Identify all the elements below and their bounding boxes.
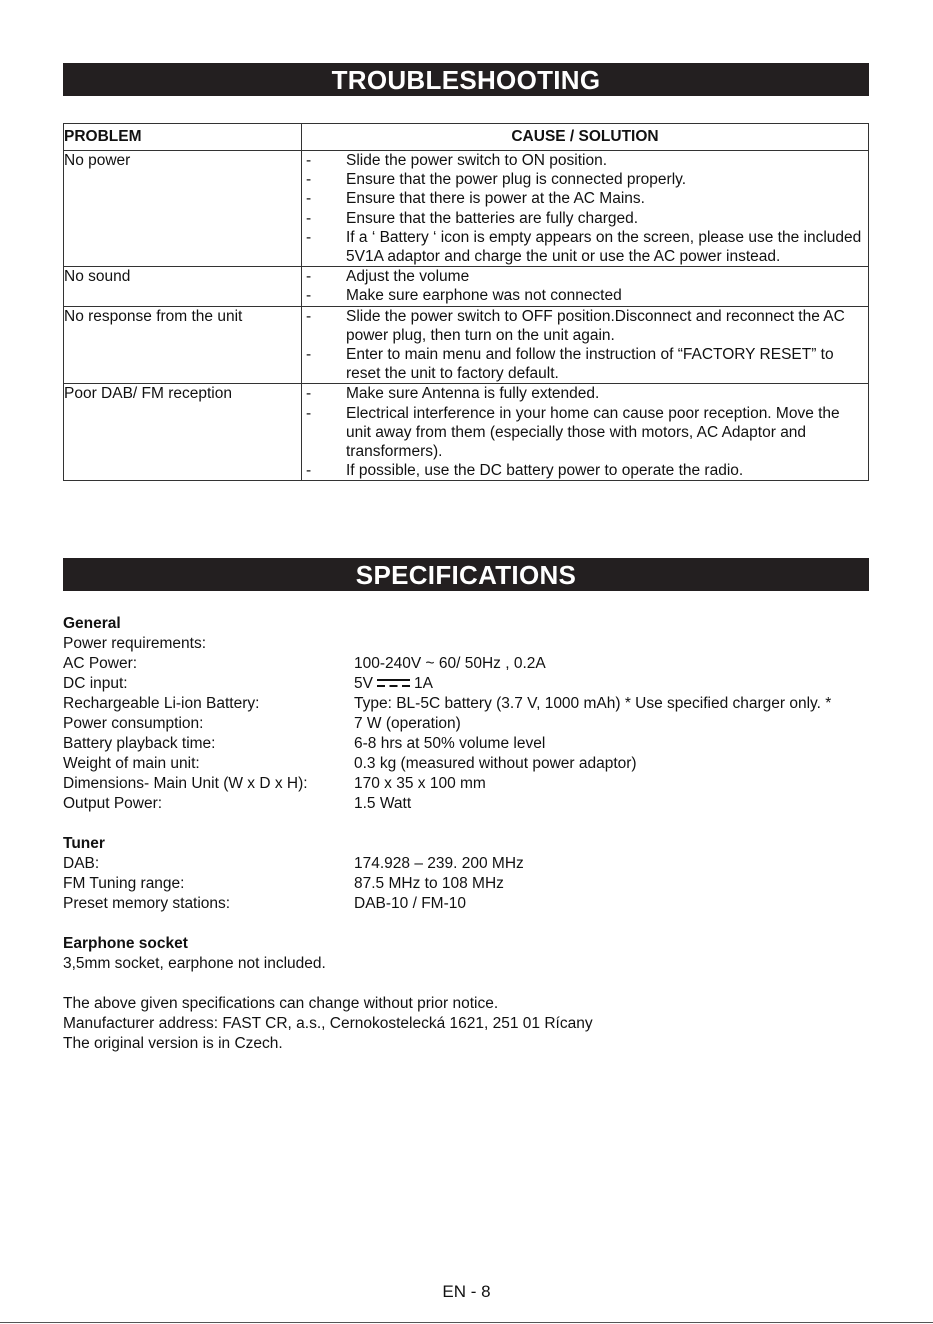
solution-text: Make sure earphone was not connected — [346, 287, 622, 305]
solution-text: Enter to main menu and follow the instruction of “FACTORY RESET” to reset the unit to factory default. — [346, 346, 834, 383]
solution-text: Adjust the volume — [346, 268, 470, 286]
solution-column-header: CAUSE / SOLUTION — [302, 124, 869, 151]
battery-label: Rechargeable Li-ion Battery: — [63, 695, 260, 712]
bottom-divider — [0, 1322, 933, 1323]
solution-list — [302, 151, 868, 266]
note-line: The original version is in Czech. — [63, 1035, 283, 1052]
list-item — [302, 461, 868, 480]
solution-cell — [302, 151, 869, 267]
preset-label: Preset memory stations: — [63, 895, 231, 912]
spec-row-dab — [63, 854, 883, 874]
spec-row-weight — [63, 754, 883, 774]
table-header-row — [64, 124, 869, 151]
solution-text: Ensure that there is power at the AC Mains. — [346, 190, 645, 208]
dash-bullet: - — [306, 404, 312, 422]
playback-value: 6-8 hrs at 50% volume level — [354, 735, 546, 752]
spec-row-fm — [63, 874, 883, 894]
page-number: EN - 8 — [442, 1282, 491, 1301]
playback-label: Battery playback time: — [63, 735, 216, 752]
problem-column-header: PROBLEM — [64, 124, 302, 151]
ac-power-label: AC Power: — [63, 655, 138, 672]
dash-bullet: - — [306, 287, 312, 305]
solution-list — [302, 267, 868, 305]
dash-bullet: - — [306, 228, 312, 246]
output-value: 1.5 Watt — [354, 795, 412, 812]
list-item — [302, 151, 868, 170]
solution-text: Ensure that the batteries are fully charged. — [346, 209, 639, 227]
solution-cell — [302, 384, 869, 481]
table-row — [64, 384, 869, 481]
solution-text: Slide the power switch to OFF position.Disconnect and reconnect the AC power plug, then turn on the unit again. — [346, 307, 845, 344]
preset-value: DAB-10 / FM-10 — [354, 895, 466, 912]
earphone-text: 3,5mm socket, earphone not included. — [63, 955, 326, 972]
list-item — [302, 267, 868, 286]
list-item — [302, 286, 868, 305]
dimensions-value: 170 x 35 x 100 mm — [354, 775, 486, 792]
fm-value: 87.5 MHz to 108 MHz — [354, 875, 504, 892]
dc-input-label: DC input: — [63, 675, 128, 692]
ac-power-value: 100-240V ~ 60/ 50Hz , 0.2A — [354, 655, 546, 672]
list-item — [302, 404, 868, 462]
weight-label: Weight of main unit: — [63, 755, 200, 772]
spec-row-consumption — [63, 714, 883, 734]
problem-cell: No response from the unit — [64, 306, 302, 384]
dash-bullet: - — [306, 268, 312, 286]
spec-row-preset — [63, 894, 883, 914]
solution-text: Make sure Antenna is fully extended. — [346, 385, 600, 403]
note-line: Manufacturer address: FAST CR, a.s., Cernokostelecká 1621, 251 01 Rícany — [63, 1015, 593, 1032]
note-line: The above given specifications can change without prior notice. — [63, 995, 499, 1012]
list-item — [302, 189, 868, 208]
problem-cell: No sound — [64, 267, 302, 306]
dash-bullet: - — [306, 346, 312, 364]
consumption-label: Power consumption: — [63, 715, 204, 732]
problem-cell: No power — [64, 151, 302, 267]
table-row — [64, 306, 869, 384]
dash-bullet: - — [306, 152, 312, 169]
solution-text: If a ‘ Battery ‘ icon is empty appears on the screen, please use the included 5V1A adaptor and charge the unit or use the AC power instead. — [346, 228, 862, 266]
spec-row-dimensions — [63, 774, 883, 794]
solution-text: Electrical interference in your home can cause poor reception. Move the unit away from them (especially those with motors, AC Adaptor and transformers). — [346, 404, 840, 461]
dc-current-symbol-icon — [377, 678, 410, 688]
troubleshooting-table — [63, 123, 869, 481]
solution-text: Slide the power switch to ON position. — [346, 152, 608, 169]
weight-value: 0.3 kg (measured without power adaptor) — [354, 755, 637, 772]
solution-text: If possible, use the DC battery power to operate the radio. — [346, 462, 744, 480]
spec-row-output — [63, 794, 883, 814]
spec-row-battery — [63, 694, 883, 714]
specifications-section — [63, 614, 883, 1054]
dab-label: DAB: — [63, 855, 100, 872]
dash-bullet: - — [306, 209, 312, 227]
solution-list — [302, 307, 868, 384]
list-item — [302, 209, 868, 228]
spec-row-playback — [63, 734, 883, 754]
consumption-value: 7 W (operation) — [354, 715, 461, 732]
dab-value: 174.928 – 239. 200 MHz — [354, 855, 524, 872]
spec-row-ac — [63, 654, 883, 674]
power-requirements-label: Power requirements: — [63, 635, 207, 652]
list-item — [302, 384, 868, 403]
list-item — [302, 307, 868, 345]
list-item — [302, 228, 868, 266]
tuner-heading: Tuner — [63, 835, 105, 852]
table-row — [64, 267, 869, 306]
troubleshooting-title: TROUBLESHOOTING — [63, 63, 869, 96]
list-item — [302, 170, 868, 189]
solution-cell — [302, 306, 869, 384]
dash-bullet: - — [306, 307, 312, 325]
spec-row-dc — [63, 674, 883, 694]
solution-list — [302, 384, 868, 480]
dc-input-value — [354, 674, 433, 694]
output-label: Output Power: — [63, 795, 163, 812]
dc-voltage: 5V — [354, 675, 373, 692]
dash-bullet: - — [306, 190, 312, 208]
battery-value: Type: BL-5C battery (3.7 V, 1000 mAh) * Use specified charger only. * — [354, 695, 832, 712]
problem-cell: Poor DAB/ FM reception — [64, 384, 302, 481]
specifications-title: SPECIFICATIONS — [63, 558, 869, 591]
table-row — [64, 151, 869, 267]
dc-current: 1A — [413, 675, 433, 692]
earphone-heading: Earphone socket — [63, 935, 188, 952]
dash-bullet: - — [306, 462, 312, 480]
general-heading: General — [63, 615, 121, 632]
list-item — [302, 345, 868, 383]
fm-label: FM Tuning range: — [63, 875, 185, 892]
dash-bullet: - — [306, 171, 312, 189]
dimensions-label: Dimensions- Main Unit (W x D x H): — [63, 775, 308, 792]
dash-bullet: - — [306, 385, 312, 403]
solution-cell — [302, 267, 869, 306]
solution-text: Ensure that the power plug is connected properly. — [346, 171, 687, 189]
